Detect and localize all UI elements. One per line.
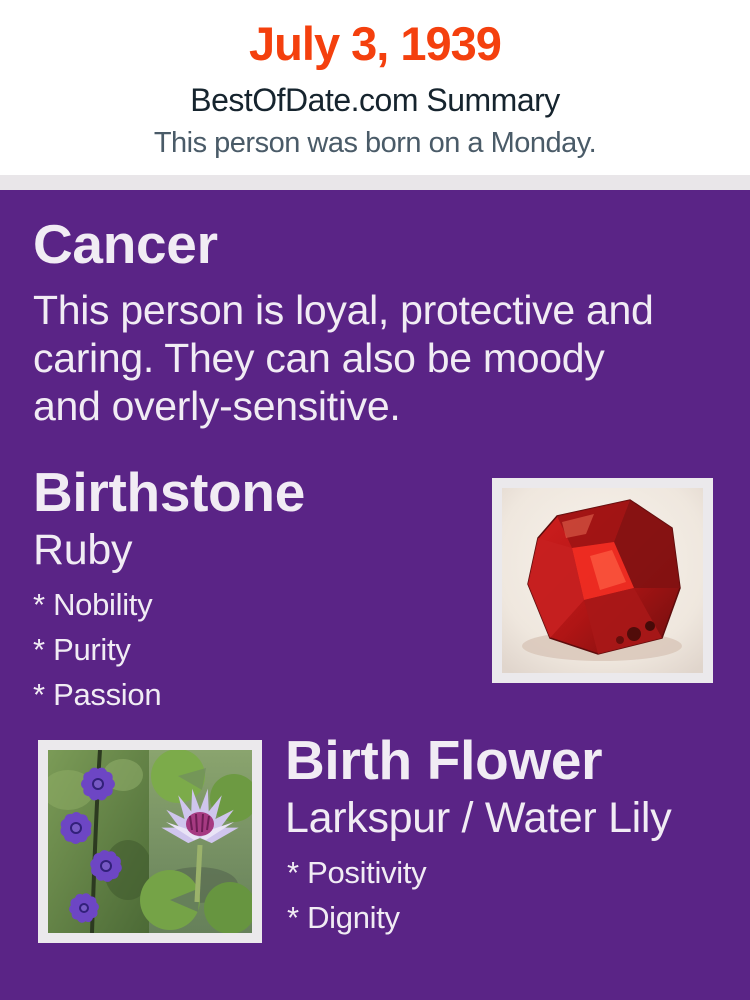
birth-flower-photo bbox=[48, 750, 252, 933]
summary-body bbox=[0, 190, 750, 1000]
ruby-inclusion bbox=[616, 636, 624, 644]
birth-flower-heading: Birth Flower bbox=[285, 729, 603, 791]
site-title: BestOfDate.com Summary bbox=[190, 82, 560, 118]
ruby-inclusion bbox=[627, 627, 641, 641]
ruby-photo bbox=[502, 488, 703, 673]
date-title: July 3, 1939 bbox=[249, 17, 501, 70]
ruby-inclusion bbox=[645, 621, 655, 631]
zodiac-description: This person is loyal, protective and caring. They can also be moody and overly-sensitive. bbox=[33, 287, 654, 429]
birth-flower-trait: * Positivity bbox=[287, 855, 427, 891]
birthstone-section bbox=[33, 462, 305, 711]
birthstone-trait: * Nobility bbox=[33, 587, 153, 623]
water-lily-photo-half bbox=[140, 750, 252, 933]
birthstone-trait: * Purity bbox=[33, 632, 131, 668]
birthstone-heading: Birthstone bbox=[33, 461, 306, 523]
ruby-photo-frame bbox=[492, 478, 713, 683]
birth-flower-trait: * Dignity bbox=[287, 900, 400, 936]
header-divider bbox=[0, 175, 750, 190]
birthstone-name: Ruby bbox=[33, 525, 133, 574]
larkspur-photo-half bbox=[48, 750, 152, 933]
born-day-note: This person was born on a Monday. bbox=[153, 127, 597, 159]
zodiac-sign-heading: Cancer bbox=[33, 213, 218, 275]
birth-flower-section bbox=[285, 730, 671, 934]
birthstone-trait: * Passion bbox=[33, 677, 162, 713]
page-header bbox=[0, 0, 750, 175]
birth-flower-photo-frame bbox=[38, 740, 262, 943]
birth-flower-name: Larkspur / Water Lily bbox=[285, 793, 672, 842]
